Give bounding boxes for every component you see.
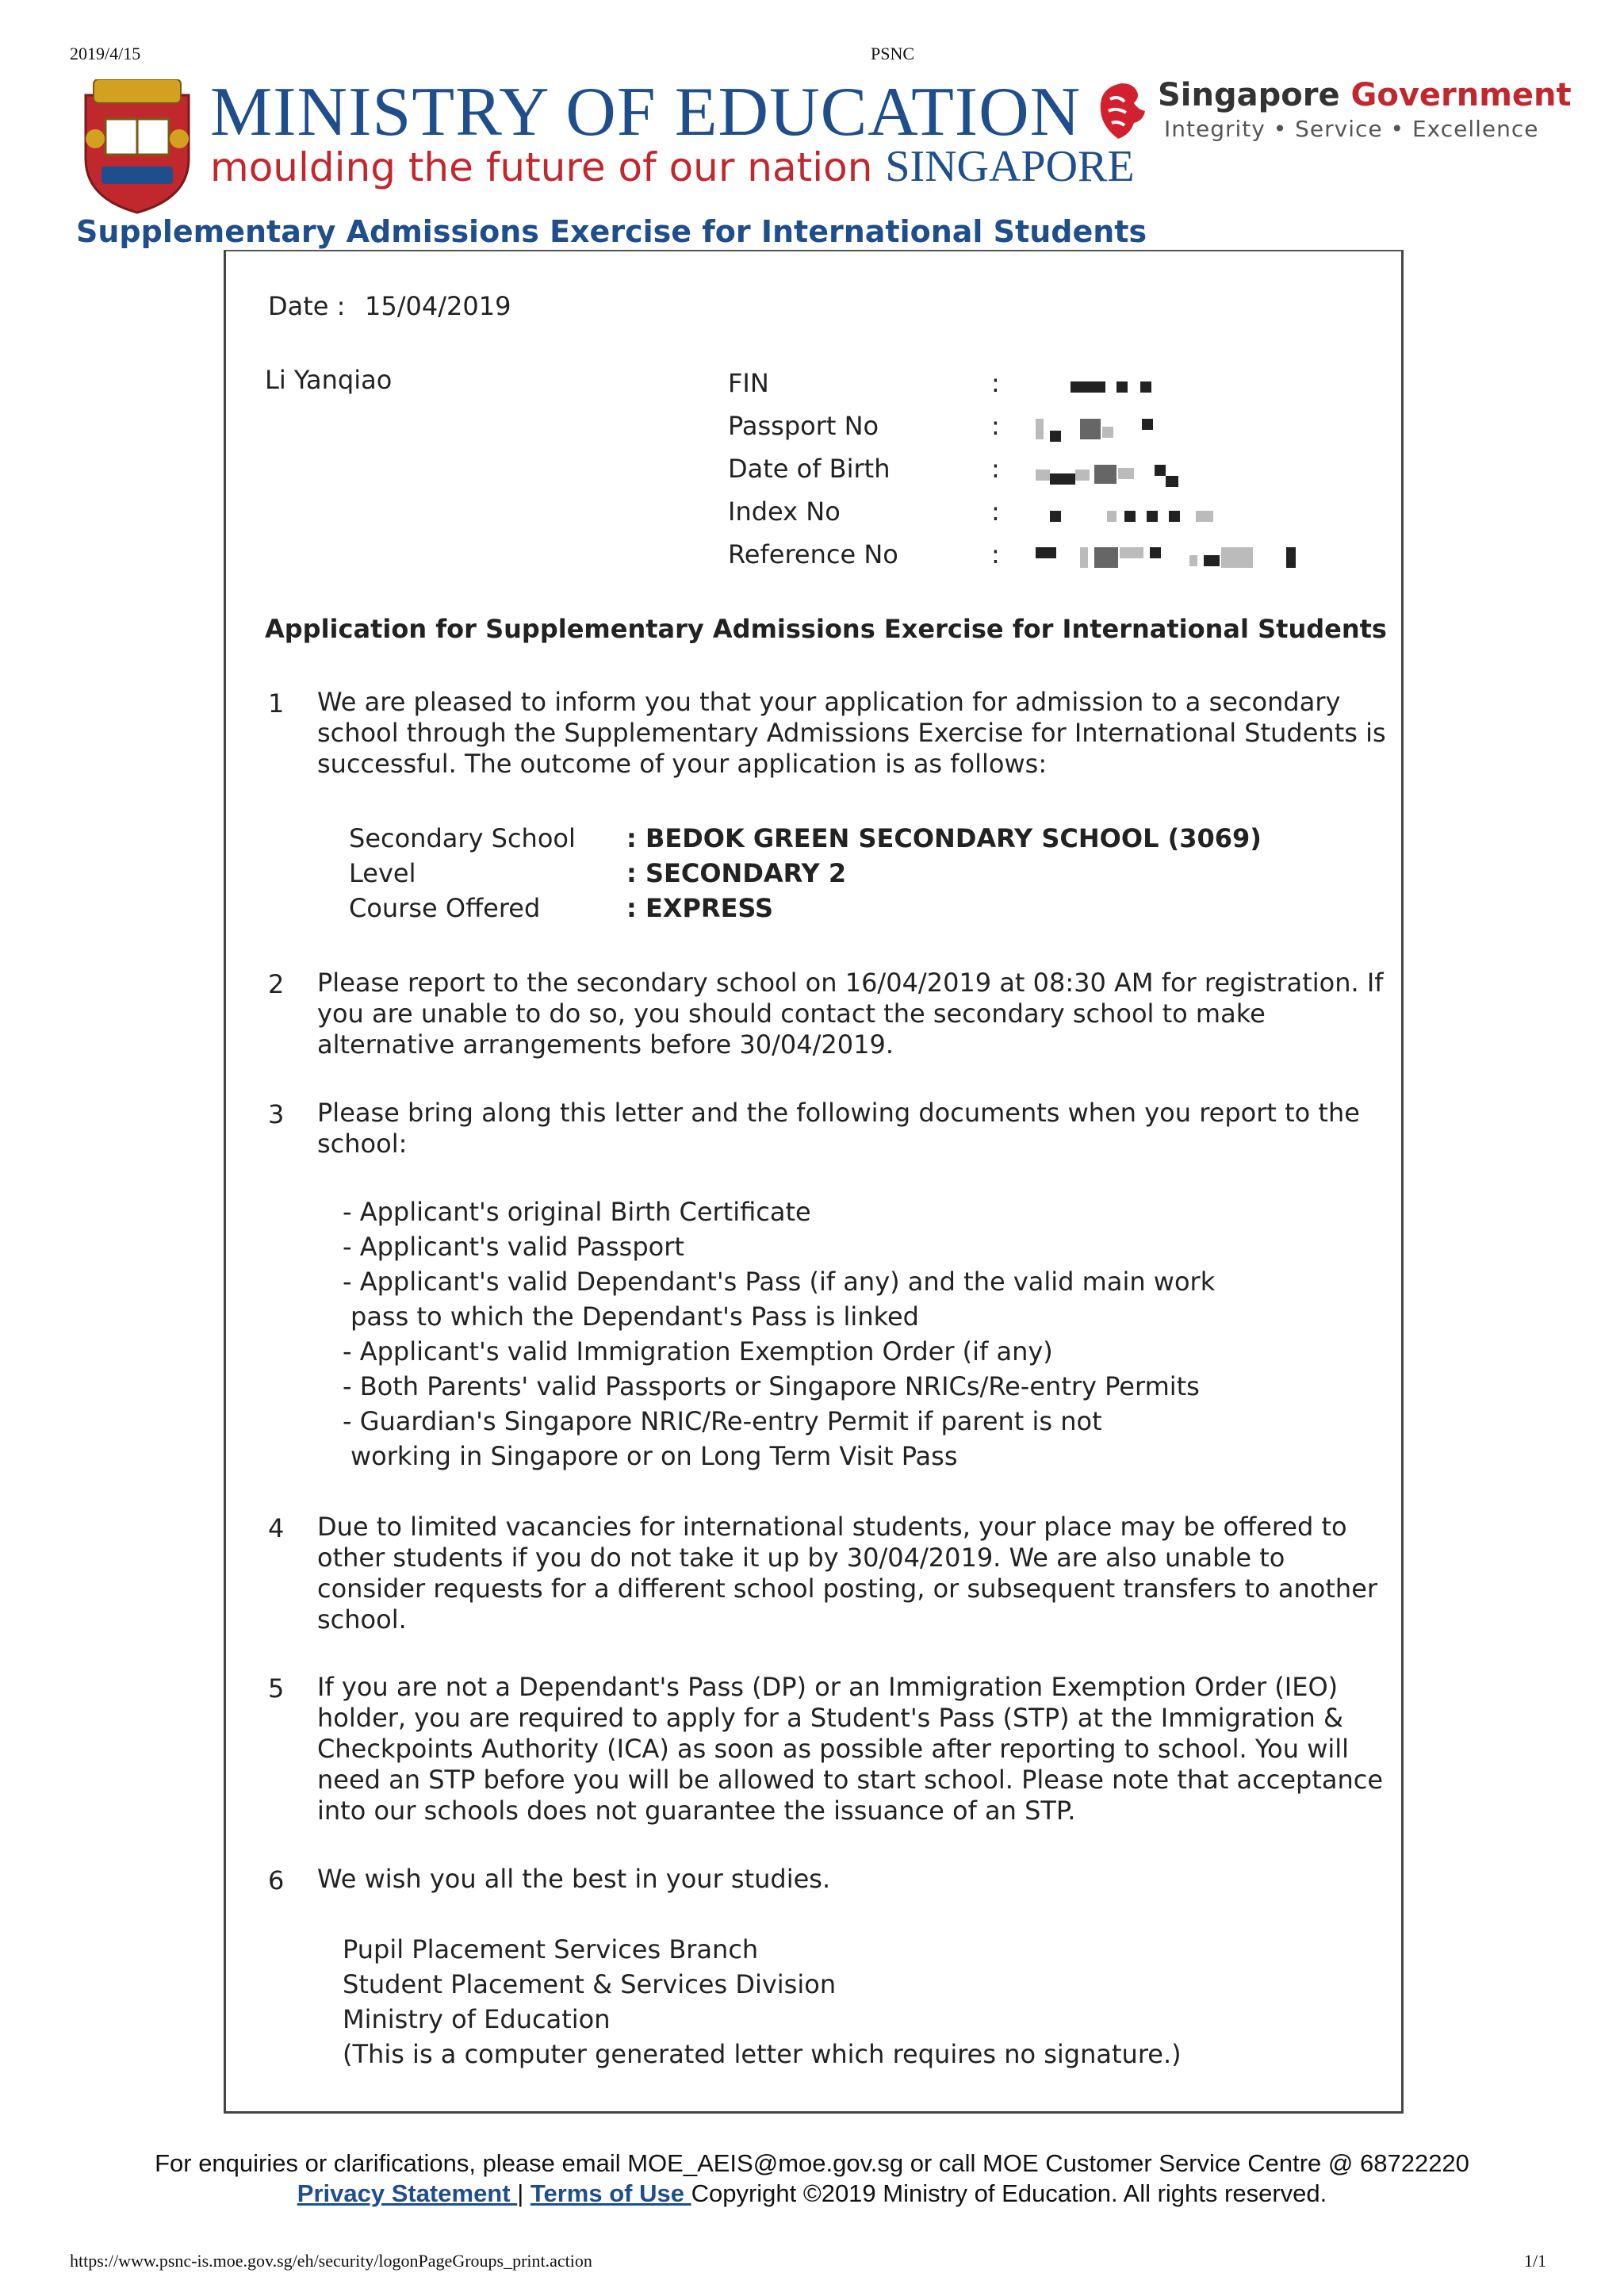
ministry-tagline (210, 144, 1135, 189)
field-label-reference: Reference No (728, 539, 898, 569)
signoff-line: Pupil Placement Services Branch (343, 1934, 759, 1964)
outcome-value-school: : BEDOK GREEN SECONDARY SCHOOL (3069) (626, 823, 1262, 853)
country-name: SINGAPORE (885, 142, 1135, 191)
paragraph-2 (317, 968, 1384, 1060)
paragraph-1-line: school through the Supplementary Admissions Exercise for International Students is (317, 718, 1386, 748)
field-label-index: Index No (728, 496, 841, 527)
paragraph-4-number: 4 (268, 1513, 285, 1543)
print-page-title: PSNC (871, 44, 915, 63)
document-item: - Applicant's valid Immigration Exemption Order (if any) (343, 1336, 1053, 1366)
signoff-line: Student Placement & Services Division (343, 1969, 837, 1999)
letter-signoff (343, 1932, 1182, 2072)
field-label-fin: FIN (728, 368, 769, 398)
paragraph-5-line: need an STP before you will be allowed to start school. Please note that acceptance (317, 1765, 1384, 1795)
paragraph-4-line: other students if you do not take it up by 30/04/2019. We are also unable to (317, 1543, 1285, 1573)
outcome-label-level: Level (349, 858, 416, 888)
paragraph-2-line: you are unable to do so, you should contact the secondary school to make (317, 999, 1266, 1029)
paragraph-3-line: school: (317, 1129, 408, 1159)
paragraph-1-line: successful. The outcome of your application is as follows: (317, 749, 1048, 779)
document-item: - Guardian's Singapore NRIC/Re-entry Permit if parent is not (343, 1406, 1102, 1436)
paragraph-5-line: Checkpoints Authority (ICA) as soon as possible after reporting to school. You will (317, 1734, 1350, 1764)
paragraph-5-line: into our schools does not guarantee the issuance of an STP. (317, 1796, 1076, 1826)
footer-links (0, 2179, 1624, 2208)
print-date: 2019/4/15 (70, 44, 141, 63)
paragraph-2-number: 2 (268, 969, 285, 999)
document-item: - Applicant's original Birth Certificate (343, 1197, 811, 1227)
paragraph-4 (317, 1512, 1380, 1635)
enquiry-text: For enquiries or clarifications, please email MOE_AEIS@moe.gov.sg or call MOE Customer Service Centre @ 68722220 (155, 2149, 1469, 2177)
gov-second-word: Government (1350, 77, 1572, 113)
copyright-text: Copyright ©2019 Ministry of Education. All rights reserved. (691, 2179, 1327, 2207)
page-title: Supplementary Admissions Exercise for International Students (76, 214, 1147, 249)
paragraph-5 (317, 1672, 1384, 1826)
government-motto: Integrity • Service • Excellence (1164, 116, 1539, 142)
print-page-number: 1/1 (1524, 2251, 1547, 2271)
field-label-passport: Passport No (728, 411, 879, 441)
print-url: https://www.psnc-is.moe.gov.sg/eh/security/logonPageGroups_print.action (70, 2251, 592, 2271)
date-value: 15/04/2019 (365, 291, 511, 321)
document-item: - Applicant's valid Passport (343, 1232, 684, 1262)
field-sep-dob: : (991, 454, 1000, 484)
paragraph-4-line: Due to limited vacancies for international students, your place may be offered to (317, 1512, 1347, 1542)
paragraph-5-line: If you are not a Dependant's Pass (DP) or an Immigration Exemption Order (IEO) (317, 1672, 1339, 1702)
paragraph-3-line: Please bring along this letter and the following documents when you report to the (317, 1098, 1360, 1128)
paragraph-1-line: We are pleased to inform you that your application for admission to a secondary (317, 687, 1341, 717)
required-documents-list (343, 1194, 1215, 1474)
paragraph-3-number: 3 (268, 1099, 285, 1129)
date-label: Date : (268, 291, 346, 321)
outcome-value-course: : EXPRESS (626, 893, 774, 923)
paragraph-1 (317, 687, 1386, 780)
signoff-line: Ministry of Education (343, 2004, 611, 2034)
moe-crest-logo (78, 79, 197, 214)
letter-box (224, 250, 1404, 2114)
paragraph-6: We wish you all the best in your studies. (317, 1864, 831, 1894)
field-sep-index: : (991, 496, 1000, 527)
document-item: - Both Parents' valid Passports or Singapore NRICs/Re-entry Permits (343, 1371, 1200, 1401)
paragraph-4-line: consider requests for a different school posting, or subsequent transfers to another (317, 1573, 1378, 1604)
paragraph-6-number: 6 (268, 1865, 285, 1895)
paragraph-2-line: alternative arrangements before 30/04/2019. (317, 1029, 894, 1060)
paragraph-4-line: school. (317, 1604, 407, 1635)
terms-of-use-link[interactable]: Terms of Use (530, 2179, 691, 2207)
lion-head-icon (1094, 79, 1150, 143)
document-item: pass to which the Dependant's Pass is linked (350, 1301, 919, 1332)
gov-first-word: Singapore (1158, 77, 1340, 113)
field-label-dob: Date of Birth (728, 454, 891, 484)
outcome-label-school: Secondary School (349, 823, 576, 853)
privacy-statement-link[interactable]: Privacy Statement (297, 2179, 518, 2207)
footer-separator: | (517, 2179, 530, 2207)
paragraph-5-line: holder, you are required to apply for a Student's Pass (STP) at the Immigration & (317, 1703, 1343, 1733)
field-sep-reference: : (991, 539, 1000, 569)
paragraph-2-line: Please report to the secondary school on 16/04/2019 at 08:30 AM for registration. If (317, 968, 1384, 998)
field-sep-passport: : (991, 411, 1000, 441)
ministry-title: MINISTRY OF EDUCATION (210, 74, 1082, 151)
tagline-text: moulding the future of our nation (210, 144, 873, 190)
paragraph-3 (317, 1098, 1380, 1159)
singapore-government (1158, 79, 1572, 111)
paragraph-5-number: 5 (268, 1673, 285, 1704)
paragraph-1-number: 1 (268, 688, 285, 719)
document-item: working in Singapore or on Long Term Visit Pass (350, 1441, 958, 1471)
outcome-value-level: : SECONDARY 2 (626, 858, 847, 888)
applicant-name: Li Yanqiao (265, 365, 393, 395)
signoff-line: (This is a computer generated letter which requires no signature.) (343, 2039, 1182, 2069)
outcome-label-course: Course Offered (349, 893, 541, 923)
letter-subject: Application for Supplementary Admissions Exercise for International Students (265, 614, 1387, 644)
field-sep-fin: : (991, 368, 1000, 398)
document-item: - Applicant's valid Dependant's Pass (if any) and the valid main work (343, 1267, 1216, 1297)
